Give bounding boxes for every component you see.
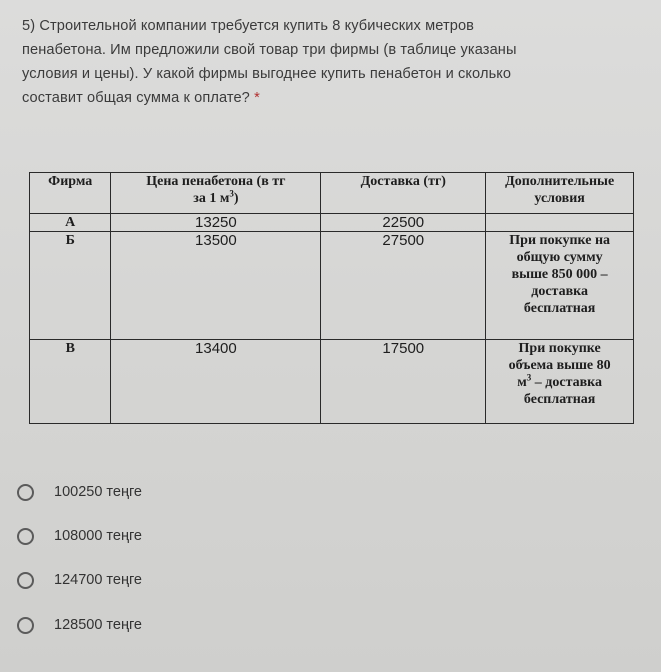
question-line-1: 5) Строительной компании требуется купить 8 кубических метров (22, 18, 475, 34)
row-v-firm: В (30, 340, 111, 424)
header-delivery: Доставка (тг) (321, 173, 486, 214)
row-v-conditions (486, 340, 634, 424)
header-firm: Фирма (30, 173, 111, 214)
option-4-label: 128500 теңге (54, 617, 142, 633)
option-1[interactable] (17, 480, 142, 504)
row-b-cond-line4: доставка (531, 284, 589, 299)
table-header-row (30, 173, 634, 214)
row-v-cond-line2: объема выше 80 (508, 358, 611, 373)
row-a-firm: А (30, 214, 111, 232)
question-text (22, 14, 637, 110)
row-v-delivery: 17500 (321, 340, 486, 424)
row-b-delivery: 27500 (321, 232, 486, 340)
row-a-delivery: 22500 (321, 214, 486, 232)
radio-icon[interactable] (17, 528, 34, 545)
row-b-cond-line5: бесплатная (523, 301, 596, 316)
table-row-b (30, 232, 634, 340)
question-line-2: пенабетона. Им предложили свой товар три фирмы (в таблице указаны (22, 42, 517, 58)
header-conditions (486, 173, 634, 214)
row-v-cond-line1: При покупке (518, 341, 601, 356)
row-a-conditions (486, 214, 634, 232)
table-row-v (30, 340, 634, 424)
option-1-label: 100250 теңге (54, 484, 142, 500)
table-row-a (30, 214, 634, 232)
row-b-cond-line2: общую сумму (516, 250, 603, 265)
option-2-label: 108000 теңге (54, 528, 142, 544)
header-price-line1: Цена пенабетона (в тг (146, 174, 286, 189)
header-price-sup: 3 (229, 188, 234, 199)
row-b-cond-line3: выше 850 000 – (511, 267, 608, 282)
row-b-conditions (486, 232, 634, 340)
option-2[interactable] (17, 524, 142, 548)
row-b-price: 13500 (111, 232, 321, 340)
question-line-3: условия и цены). У какой фирмы выгоднее купить пенабетон и сколько (22, 66, 512, 82)
radio-icon[interactable] (17, 572, 34, 589)
question-line-4-text: составит общая сумма к оплате? (22, 90, 250, 106)
row-b-firm: Б (30, 232, 111, 340)
question-line-4 (22, 86, 637, 110)
radio-icon[interactable] (17, 617, 34, 634)
row-v-cond-line3b: – доставка (531, 375, 603, 390)
row-v-price: 13400 (111, 340, 321, 424)
option-3-label: 124700 теңге (54, 572, 142, 588)
row-a-price: 13250 (111, 214, 321, 232)
price-table (29, 172, 634, 424)
header-conditions-line1: Дополнительные (505, 174, 615, 189)
header-conditions-line2: условия (534, 191, 585, 206)
option-3[interactable] (17, 568, 142, 592)
row-b-cond-line1: При покупке на (509, 233, 611, 248)
radio-icon[interactable] (17, 484, 34, 501)
option-4[interactable] (17, 613, 142, 637)
row-v-cond-line3: м (517, 375, 527, 390)
header-price-close: ) (233, 191, 239, 206)
row-v-cond-sup: 3 (526, 372, 532, 383)
required-mark: * (254, 90, 260, 106)
header-price-line2: за 1 м (193, 191, 230, 206)
header-price (111, 173, 321, 214)
row-v-cond-line4: бесплатная (523, 392, 596, 407)
